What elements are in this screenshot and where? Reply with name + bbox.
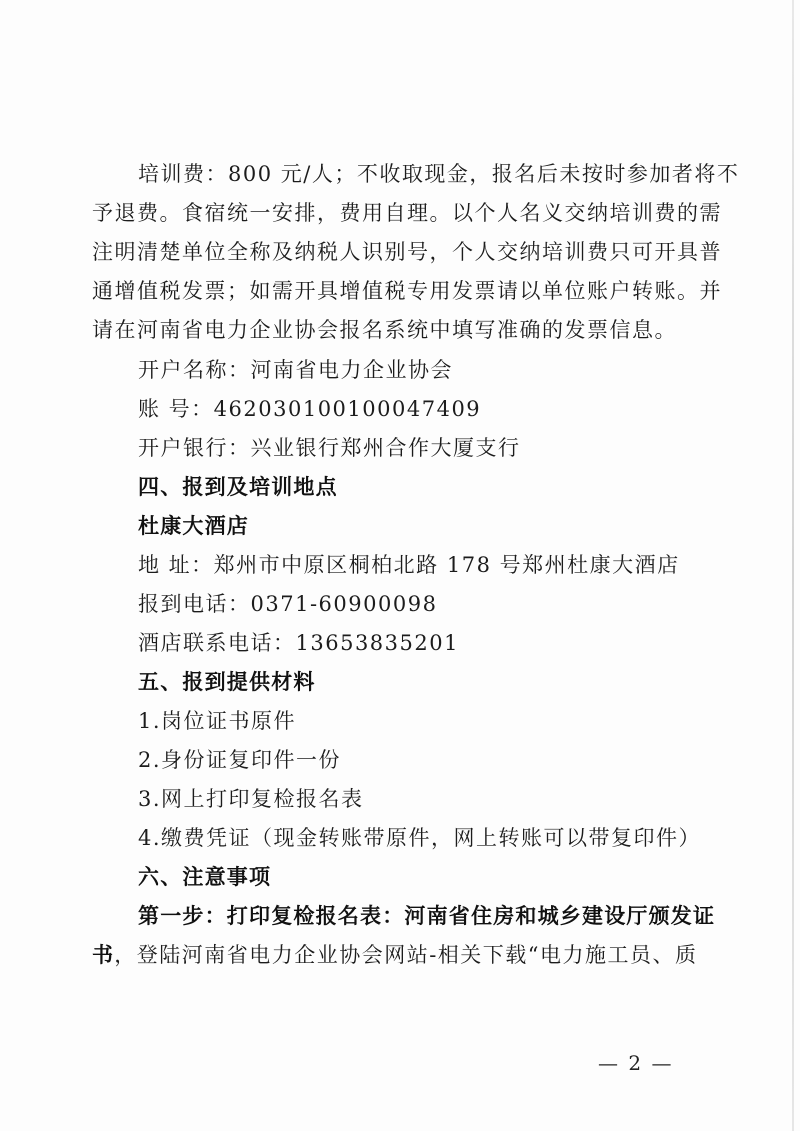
fee-paragraph-line-3: 注明清楚单位全称及纳税人识别号，个人交纳培训费只可开具普 bbox=[92, 240, 722, 264]
material-item: 4.缴费凭证（现金转账带原件，网上转账可以带复印件） bbox=[138, 826, 702, 850]
account-name: 开户名称：河南省电力企业协会 bbox=[138, 358, 453, 382]
step-1-continuation bbox=[92, 941, 698, 969]
step-1-text: ，登陆河南省电力企业协会网站-相关下载“电力施工员、质 bbox=[114, 943, 698, 967]
hotel-address: 地 址：郑州市中原区桐柏北路 178 号郑州杜康大酒店 bbox=[138, 553, 680, 577]
hotel-contact-phone: 酒店联系电话：13653835201 bbox=[138, 631, 459, 655]
page-number: — 2 — bbox=[598, 1051, 674, 1075]
section-4-heading: 四、报到及培训地点 bbox=[138, 475, 338, 499]
account-bank: 开户银行：兴业银行郑州合作大厦支行 bbox=[138, 436, 521, 460]
step-1-heading: 第一步：打印复检报名表：河南省住房和城乡建设厅颁发证 bbox=[138, 904, 716, 928]
step-1-bold-tail: 书 bbox=[92, 943, 115, 967]
material-item: 2.身份证复印件一份 bbox=[138, 748, 342, 772]
fee-paragraph-line-2: 予退费。食宿统一安排，费用自理。以个人名义交纳培训费的需 bbox=[92, 201, 722, 225]
fee-paragraph-line-1: 培训费：800 元/人；不收取现金，报名后未按时参加者将不 bbox=[138, 162, 740, 186]
registration-phone: 报到电话：0371-60900098 bbox=[138, 592, 438, 616]
scan-edge-shadow bbox=[792, 0, 794, 1131]
account-number: 账 号：462030100100047409 bbox=[138, 397, 482, 421]
fee-paragraph-line-4: 通增值税发票；如需开具增值税专用发票请以单位账户转账。并 bbox=[92, 279, 722, 303]
hotel-name: 杜康大酒店 bbox=[138, 514, 249, 538]
material-item: 1.岗位证书原件 bbox=[138, 709, 297, 733]
section-6-heading: 六、注意事项 bbox=[138, 865, 272, 889]
section-5-heading: 五、报到提供材料 bbox=[138, 670, 316, 694]
material-item: 3.网上打印复检报名表 bbox=[138, 787, 364, 811]
fee-paragraph-line-5: 请在河南省电力企业协会报名系统中填写准确的发票信息。 bbox=[92, 318, 677, 342]
